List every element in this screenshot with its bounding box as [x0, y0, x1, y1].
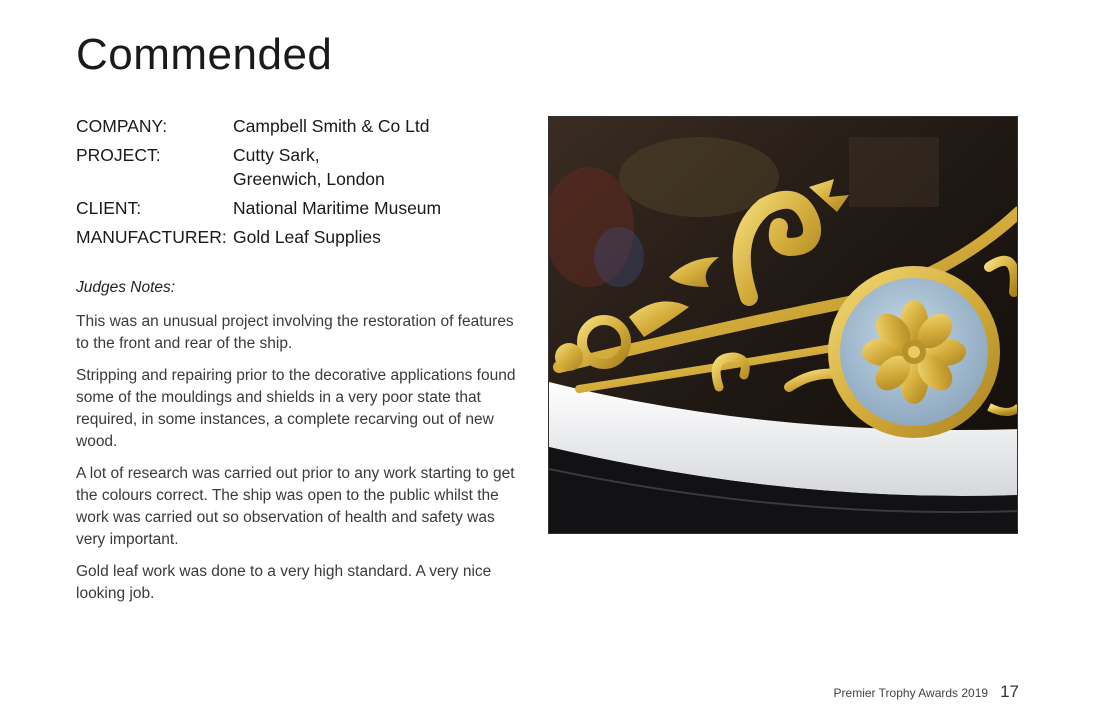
notes-paragraph: Gold leaf work was done to a very high standard. A very nice looking job. — [76, 563, 492, 602]
notes-paragraph: This was an unusual project involving the restoration of features to the front and rear of the ship. — [76, 313, 514, 352]
page-number: 17 — [1000, 682, 1019, 701]
detail-project — [76, 143, 441, 191]
detail-value: Campbell Smith & Co Ltd — [233, 116, 430, 136]
detail-value-line: Greenwich, London — [233, 169, 385, 189]
publication-name: Premier Trophy Awards 2019 — [833, 686, 989, 700]
project-details — [76, 114, 441, 254]
detail-label: COMPANY: — [76, 116, 168, 136]
detail-label: CLIENT: — [76, 198, 142, 218]
page-footer — [834, 682, 1019, 702]
detail-client — [76, 196, 441, 220]
gilded-ship-carving-image — [549, 117, 1018, 534]
judges-notes-body — [76, 311, 516, 615]
detail-label: MANUFACTURER: — [76, 227, 227, 247]
detail-value: National Maritime Museum — [233, 198, 442, 218]
detail-value-line: Cutty Sark, — [233, 145, 320, 165]
page-title: Commended — [76, 30, 333, 79]
project-photo — [548, 116, 1018, 534]
detail-company — [76, 114, 441, 138]
detail-manufacturer — [76, 225, 441, 249]
notes-paragraph: Stripping and repairing prior to the decorative applications found some of the mouldings and shields in a very poor state that required, in some instances, a complete recarving out of new wood. — [76, 367, 516, 450]
detail-label: PROJECT: — [76, 145, 161, 165]
detail-value: Gold Leaf Supplies — [233, 227, 381, 247]
notes-paragraph: A lot of research was carried out prior to any work starting to get the colours correct. The ship was open to the public whilst the work was carried out so observation of health and safety was very important. — [76, 465, 515, 548]
judges-notes-heading: Judges Notes: — [76, 279, 176, 296]
detail-value — [233, 143, 385, 191]
